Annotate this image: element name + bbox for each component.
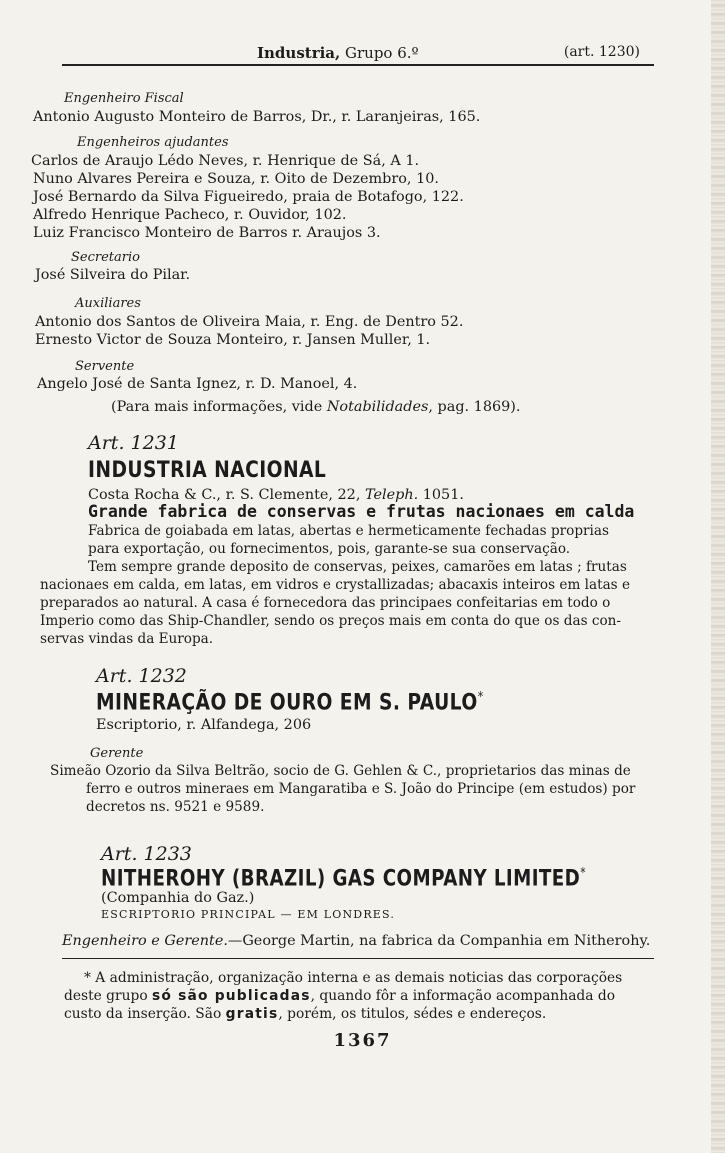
article-number-1231: Art. 1231 (88, 432, 179, 454)
article-number-1233: Art. 1233 (101, 843, 192, 865)
article-address-1232: Escriptorio, r. Alfandega, 206 (96, 717, 312, 733)
article-manager-1233: Engenheiro e Gerente.—George Martin, na fabrica da Companhia em Nitherohy. (62, 933, 651, 949)
article-body-line: ferro e outros mineraes em Mangaratiba e S. João do Principe (em estudos) por (86, 781, 636, 797)
article-body-line: Fabrica de goiabada em latas, abertas e hermeticamente fechadas proprias (88, 523, 609, 539)
auxiliar-item: Antonio dos Santos de Oliveira Maia, r. Eng. de Dentro 52. (35, 314, 464, 330)
article-body-line: Imperio como das Ship-Chandler, sendo os preços mais em conta do que os das con- (40, 613, 622, 629)
servente-name: Angelo José de Santa Ignez, r. D. Manoel, 4. (37, 376, 358, 392)
article-title-1233: NITHEROHY (BRAZIL) GAS COMPANY LIMITED* (101, 866, 587, 892)
running-header (62, 44, 654, 66)
article-address-1231: Costa Rocha & C., r. S. Clemente, 22, Teleph. 1051. (88, 487, 464, 503)
article-number-1232: Art. 1232 (96, 665, 187, 687)
article-body-line: decretos ns. 9521 e 9589. (86, 799, 265, 815)
article-body-line: servas vindas da Europa. (40, 631, 214, 647)
article-body-line: para exportação, ou fornecimentos, pois, garante-se sua conservação. (88, 541, 571, 557)
footnote-line: deste grupo só são publicadas, quando fôr a informação acompanhada do (64, 988, 616, 1004)
header-art-ref: (art. 1230) (563, 44, 640, 60)
page-edge-shadow (711, 0, 725, 1153)
article-subtitle-1233: (Companhia do Gaz.) (101, 890, 255, 906)
ajudante-item: Nuno Alvares Pereira e Souza, r. Oito de Dezembro, 10. (33, 171, 439, 187)
footnote-line: * A administração, organização interna e as demais noticias das corporações (84, 970, 623, 986)
article-title-1232: MINERAÇÃO DE OURO EM S. PAULO* (96, 690, 484, 716)
article-subtitle-1231: Grande fabrica de conservas e frutas nacionaes em calda (88, 502, 635, 521)
secretario-label: Secretario (71, 250, 140, 265)
article-office-1233: ESCRIPTORIO PRINCIPAL — EM LONDRES. (101, 908, 396, 921)
article-body-line: Tem sempre grande deposito de conservas, peixes, camarões em latas ; frutas (88, 559, 627, 575)
auxiliares-label: Auxiliares (75, 296, 141, 311)
auxiliar-item: Ernesto Victor de Souza Monteiro, r. Jansen Muller, 1. (35, 332, 431, 348)
ajudante-item: José Bernardo da Silva Figueiredo, praia de Botafogo, 122. (33, 189, 464, 205)
ajudante-item: Carlos de Araujo Lédo Neves, r. Henrique de Sá, A 1. (31, 153, 420, 169)
fiscal-label: Engenheiro Fiscal (64, 91, 184, 106)
footnote-line: custo da inserção. São gratis, porém, os titulos, sédes e endereços. (64, 1006, 547, 1022)
ajudantes-label: Engenheiros ajudantes (77, 135, 229, 150)
gerente-label: Gerente (90, 746, 144, 761)
header-title: Industria, Grupo 6.º (257, 44, 419, 62)
secretario-name: José Silveira do Pilar. (35, 267, 191, 283)
article-body-line: nacionaes em calda, em latas, em vidros e crystallizadas; abacaxis inteiros em latas e (40, 577, 631, 593)
ajudante-item: Luiz Francisco Monteiro de Barros r. Araujos 3. (33, 225, 381, 241)
footnote-divider (62, 958, 654, 959)
article-title-1231: INDUSTRIA NACIONAL (88, 458, 327, 483)
ajudante-item: Alfredo Henrique Pacheco, r. Ouvidor, 102. (33, 207, 347, 223)
article-body-line: preparados ao natural. A casa é fornecedora das principaes confeitarias em todo o (40, 595, 611, 611)
page-number: 1367 (333, 1030, 392, 1051)
servente-label: Servente (75, 359, 135, 374)
fiscal-name: Antonio Augusto Monteiro de Barros, Dr., r. Laranjeiras, 165. (33, 109, 481, 125)
article-body-line: Simeão Ozorio da Silva Beltrão, socio de G. Gehlen & C., proprietarios das minas de (50, 763, 631, 779)
more-info-note: (Para mais informações, vide Notabilidades, pag. 1869). (111, 399, 521, 415)
